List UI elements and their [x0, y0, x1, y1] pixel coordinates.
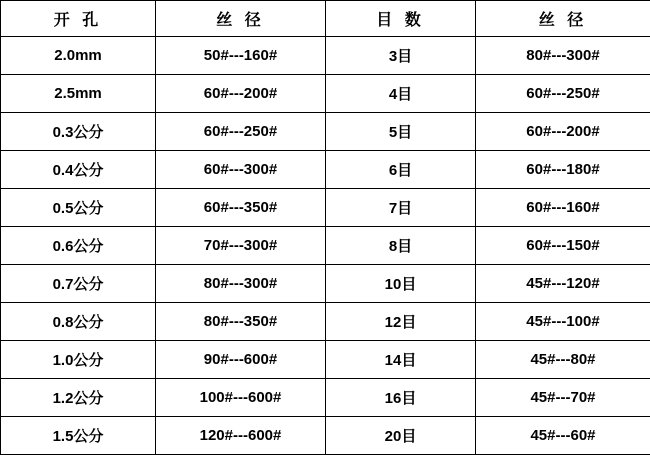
- cell-aperture: 2.5mm: [1, 75, 156, 113]
- cell-wire-diameter-1: 90#---600#: [156, 341, 326, 379]
- cell-mesh-count: 6目: [326, 151, 476, 189]
- column-header-aperture: 开 孔: [1, 1, 156, 37]
- cell-wire-diameter-1: 100#---600#: [156, 379, 326, 417]
- cell-wire-diameter-1: 60#---350#: [156, 189, 326, 227]
- cell-mesh-count: 12目: [326, 303, 476, 341]
- cell-mesh-count: 20目: [326, 417, 476, 455]
- cell-wire-diameter-1: 50#---160#: [156, 37, 326, 75]
- cell-mesh-count: 10目: [326, 265, 476, 303]
- cell-mesh-count: 14目: [326, 341, 476, 379]
- cell-wire-diameter-1: 80#---300#: [156, 265, 326, 303]
- table-row: [1, 303, 650, 341]
- column-header-wire-diameter-2: 丝 径: [476, 1, 650, 37]
- table-row: [1, 151, 650, 189]
- table-row: [1, 265, 650, 303]
- table-row: [1, 113, 650, 151]
- table-row: [1, 37, 650, 75]
- table-header: [1, 1, 650, 37]
- cell-wire-diameter-2: 60#---180#: [476, 151, 650, 189]
- column-header-mesh-count: 目 数: [326, 1, 476, 37]
- cell-mesh-count: 7目: [326, 189, 476, 227]
- cell-wire-diameter-1: 60#---200#: [156, 75, 326, 113]
- cell-mesh-count: 8目: [326, 227, 476, 265]
- cell-wire-diameter-2: 45#---70#: [476, 379, 650, 417]
- cell-aperture: 1.5公分: [1, 417, 156, 455]
- cell-mesh-count: 5目: [326, 113, 476, 151]
- cell-aperture: 0.4公分: [1, 151, 156, 189]
- table-row: [1, 189, 650, 227]
- cell-wire-diameter-2: 45#---80#: [476, 341, 650, 379]
- column-header-wire-diameter-1: 丝 径: [156, 1, 326, 37]
- cell-wire-diameter-2: 45#---120#: [476, 265, 650, 303]
- table-row: [1, 227, 650, 265]
- cell-wire-diameter-1: 60#---300#: [156, 151, 326, 189]
- cell-wire-diameter-2: 60#---150#: [476, 227, 650, 265]
- cell-aperture: 1.0公分: [1, 341, 156, 379]
- cell-aperture: 0.5公分: [1, 189, 156, 227]
- cell-wire-diameter-2: 45#---60#: [476, 417, 650, 455]
- table-row: [1, 379, 650, 417]
- cell-aperture: 0.8公分: [1, 303, 156, 341]
- cell-mesh-count: 16目: [326, 379, 476, 417]
- cell-wire-diameter-2: 60#---250#: [476, 75, 650, 113]
- cell-wire-diameter-2: 60#---160#: [476, 189, 650, 227]
- cell-aperture: 2.0mm: [1, 37, 156, 75]
- cell-mesh-count: 4目: [326, 75, 476, 113]
- table-header-row: [1, 1, 650, 37]
- cell-aperture: 0.6公分: [1, 227, 156, 265]
- cell-wire-diameter-2: 45#---100#: [476, 303, 650, 341]
- table-row: [1, 75, 650, 113]
- cell-aperture: 0.7公分: [1, 265, 156, 303]
- table-row: [1, 341, 650, 379]
- cell-wire-diameter-1: 60#---250#: [156, 113, 326, 151]
- cell-wire-diameter-1: 120#---600#: [156, 417, 326, 455]
- cell-mesh-count: 3目: [326, 37, 476, 75]
- cell-wire-diameter-1: 70#---300#: [156, 227, 326, 265]
- cell-aperture: 0.3公分: [1, 113, 156, 151]
- cell-wire-diameter-2: 60#---200#: [476, 113, 650, 151]
- cell-aperture: 1.2公分: [1, 379, 156, 417]
- table-body: [1, 37, 650, 455]
- cell-wire-diameter-2: 80#---300#: [476, 37, 650, 75]
- cell-wire-diameter-1: 80#---350#: [156, 303, 326, 341]
